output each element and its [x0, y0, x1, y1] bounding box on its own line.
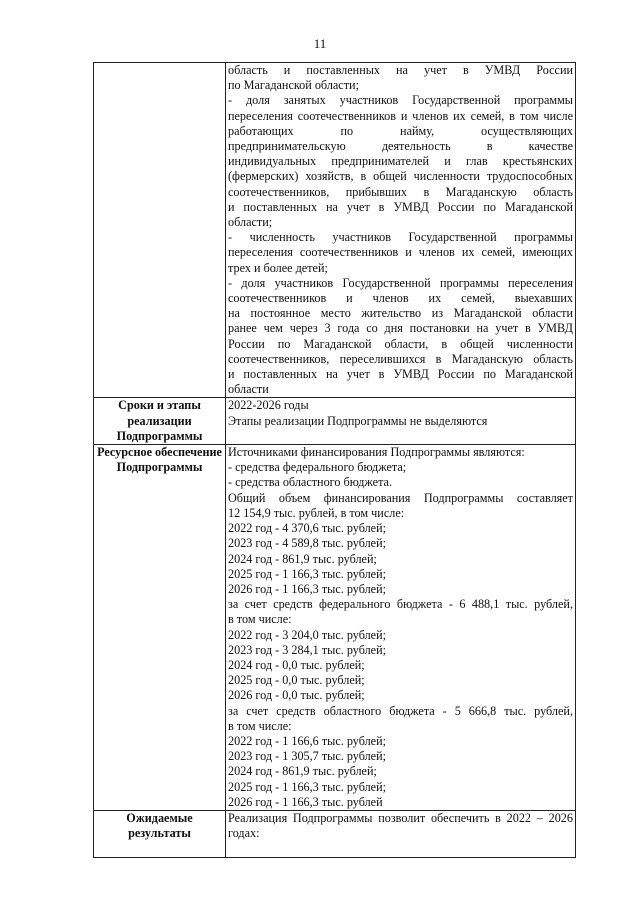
content-line: 2024 год - 861,9 тыс. рублей; [228, 551, 377, 566]
table-body [94, 63, 576, 858]
content-line: 2023 год - 4 589,8 тыс. рублей; [228, 536, 387, 551]
content-line: Этапы реализации Подпрограммы не выделяются [228, 413, 488, 428]
content-line: за счет средств федерального бюджета - 6 488,1 тыс. рублей, [228, 597, 573, 612]
content-line: 12 154,9 тыс. рублей, в том числе: [228, 505, 405, 520]
table-row [94, 810, 576, 857]
content-line: 2022-2026 годы [228, 398, 309, 413]
content-line: Источниками финансирования Подпрограммы являются: [228, 445, 525, 460]
content-line: предпринимательскую деятельность в качестве [228, 139, 573, 154]
content-line: 2025 год - 1 166,3 тыс. рублей; [228, 566, 387, 581]
content-line: соотечественников, прибывших в Магаданскую область [228, 184, 573, 199]
content-line: области [228, 382, 269, 397]
content-line: в том числе: [228, 718, 292, 733]
row-content [226, 810, 576, 857]
content-line: России по Магаданской области, в общей численности [228, 336, 573, 351]
content-line: соотечественников и членов их семей, выехавших [228, 291, 573, 306]
page-number: 11 [313, 36, 327, 51]
content-line: за счет средств областного бюджета - 5 666,8 тыс. рублей, [228, 703, 573, 718]
row-label [94, 63, 226, 398]
row-content [226, 445, 576, 811]
content-line: - средства федерального бюджета; [228, 460, 407, 475]
content-line: области; [228, 215, 273, 230]
content-line: 2024 год - 0,0 тыс. рублей; [228, 657, 365, 672]
content-line: 2026 год - 1 166,3 тыс. рублей; [228, 581, 387, 596]
content-line: - доля занятых участников Государственной программы [228, 93, 573, 108]
content-line: 2022 год - 3 204,0 тыс. рублей; [228, 627, 387, 642]
content-line: индивидуальных предпринимателей и глав крестьянских [228, 154, 573, 169]
content-line: - доля участников Государственной программы переселения [228, 275, 573, 290]
content-line: переселения соотечественников и членов их семей, имеющих [228, 245, 573, 260]
table-row [94, 398, 576, 445]
content-line: 2026 год - 1 166,3 тыс. рублей [228, 794, 383, 809]
content-line: 2025 год - 0,0 тыс. рублей; [228, 673, 365, 688]
row-label: Ресурсное обеспечение Подпрограммы [94, 445, 226, 811]
row-label: Сроки и этапы реализации Подпрограммы [94, 398, 226, 445]
content-line: 2022 год - 4 370,6 тыс. рублей; [228, 521, 387, 536]
content-line: 2023 год - 1 305,7 тыс. рублей; [228, 749, 387, 764]
content-line: 2023 год - 3 284,1 тыс. рублей; [228, 642, 387, 657]
content-line: и поставленных на учет в УМВД России по Магаданской [228, 367, 573, 382]
content-line: ранее чем через 3 года со дня постановки на учет в УМВД [228, 321, 573, 336]
content-line: в том числе: [228, 612, 292, 627]
content-line: Реализация Подпрограммы позволит обеспечить в 2022 – 2026 [228, 810, 573, 825]
content-line: 2026 год - 0,0 тыс. рублей; [228, 688, 365, 703]
content-line: соотечественников, переселившихся в Магаданскую область [228, 351, 573, 366]
content-line: и поставленных на учет в УМВД России по Магаданской [228, 199, 573, 214]
content-line: на постоянное место жительство из Магаданской области [228, 306, 573, 321]
row-content [226, 398, 576, 445]
content-line [228, 841, 573, 856]
content-line: 2025 год - 1 166,3 тыс. рублей; [228, 779, 387, 794]
content-line: область и поставленных на учет в УМВД России [228, 63, 573, 77]
table-row [94, 63, 576, 398]
content-line: Общий объем финансирования Подпрограммы составляет [228, 490, 573, 505]
content-line: (фермерских) хозяйств, в общей численности трудоспособных [228, 169, 573, 184]
content-line: - средства областного бюджета. [228, 475, 393, 490]
content-line: - численность участников Государственной программы [228, 230, 573, 245]
content-line: работающих по найму, осуществляющих [228, 123, 573, 138]
row-content [226, 63, 576, 398]
content-line: 2024 год - 861,9 тыс. рублей; [228, 764, 377, 779]
content-line: трех и более детей; [228, 260, 328, 275]
row-label: Ожидаемые результаты [94, 810, 226, 857]
content-line: годах: [228, 826, 260, 841]
content-line: 2022 год - 1 166,6 тыс. рублей; [228, 733, 387, 748]
content-line: переселения соотечественников и членов их семей, в том числе [228, 108, 573, 123]
content-line: по Магаданской области; [228, 78, 359, 93]
table-row [94, 445, 576, 811]
subprogram-passport-table [93, 62, 576, 858]
